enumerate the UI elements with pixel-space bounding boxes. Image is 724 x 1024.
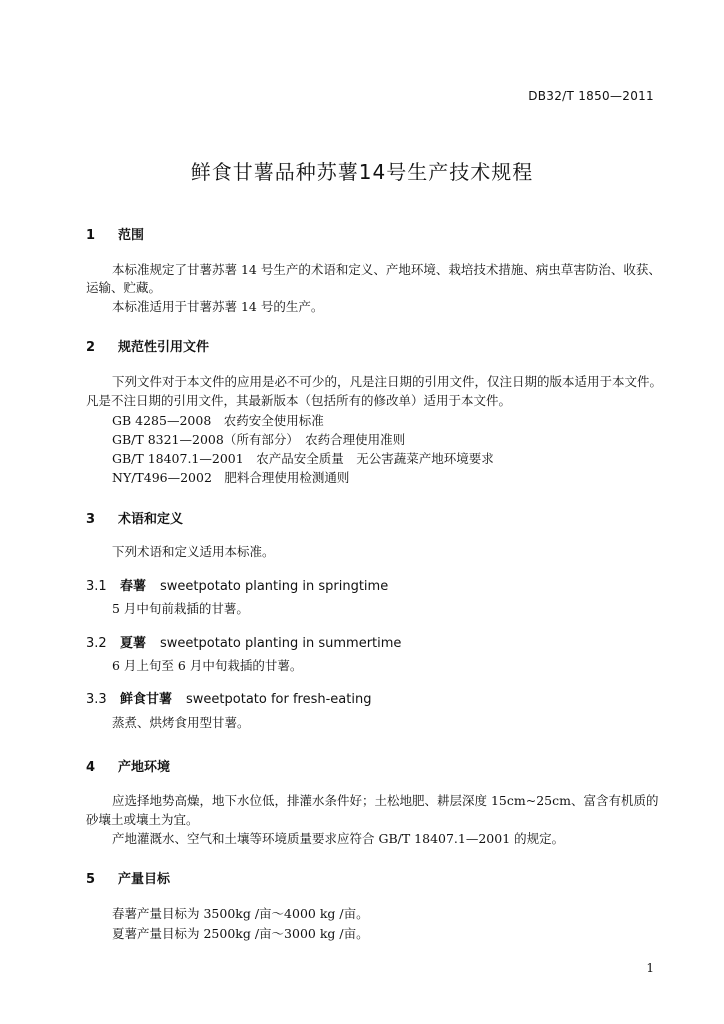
paragraph: 春薯产量目标为 3500kg /亩～4000 kg /亩。 (112, 906, 369, 921)
section-heading-yield-target (86, 868, 170, 887)
section-heading-scope (86, 224, 144, 243)
section-number: 1 (86, 228, 96, 243)
term-english: sweetpotato planting in springtime (160, 579, 389, 594)
paragraph: 夏薯产量目标为 2500kg /亩～3000 kg /亩。 (112, 926, 369, 941)
section-title: 术语和定义 (118, 512, 184, 527)
term-number: 3.1 (86, 579, 107, 594)
document-title: 鲜食甘薯品种苏薯14号生产技术规程 (190, 160, 534, 184)
term-english: sweetpotato for fresh-eating (186, 692, 372, 707)
page-number: 1 (646, 961, 654, 975)
section-number: 4 (86, 760, 96, 775)
paragraph: 下列文件对于本文件的应用是必不可少的，凡是注日期的引用文件，仅注日期的版本适用于本文件。 (112, 374, 663, 389)
paragraph: 下列术语和定义适用本标准。 (112, 544, 275, 559)
term-name: 鲜食甘薯 (120, 692, 173, 707)
paragraph: 本标准适用于甘薯苏薯 14 号的生产。 (112, 299, 324, 314)
section-heading-normative-references (86, 336, 209, 355)
paragraph-continuation: 凡是不注日期的引用文件，其最新版本（包括所有的修改单）适用于本文件。 (86, 393, 512, 408)
reference-item: GB/T 18407.1—2001 农产品安全质量 无公害蔬菜产地环境要求 (112, 451, 494, 466)
section-title: 产量目标 (118, 872, 171, 887)
paragraph: 产地灌溉水、空气和土壤等环境质量要求应符合 GB/T 18407.1—2001 的规定。 (112, 831, 565, 846)
section-heading-environment (86, 756, 170, 775)
paragraph: 应选择地势高燥，地下水位低，排灌水条件好；土松地肥、耕层深度 15cm~25cm、富含有机质的 (112, 793, 659, 808)
reference-item: NY/T496—2002 肥料合理使用检测通则 (112, 470, 350, 485)
term-name: 春薯 (120, 579, 147, 594)
section-title: 规范性引用文件 (118, 340, 210, 355)
paragraph-continuation: 运输、贮藏。 (86, 280, 162, 295)
section-title: 范围 (118, 228, 145, 243)
section-heading-terms (86, 508, 183, 527)
reference-item: GB/T 8321—2008（所有部分） 农药合理使用准则 (112, 432, 406, 447)
term-definition: 蒸煮、烘烤食用型甘薯。 (112, 715, 250, 730)
section-number: 3 (86, 512, 96, 527)
section-number: 5 (86, 872, 96, 887)
term-definition: 5 月中旬前栽插的甘薯。 (112, 601, 249, 616)
term-heading-3-2 (86, 632, 401, 651)
term-definition: 6 月上旬至 6 月中旬栽插的甘薯。 (112, 658, 303, 673)
term-heading-3-1 (86, 575, 388, 594)
reference-item: GB 4285—2008 农药安全使用标准 (112, 413, 324, 428)
term-english: sweetpotato planting in summertime (160, 636, 402, 651)
term-name: 夏薯 (120, 636, 147, 651)
paragraph-continuation: 砂壤土或壤土为宜。 (86, 812, 199, 827)
paragraph: 本标准规定了甘薯苏薯 14 号生产的术语和定义、产地环境、栽培技术措施、病虫草害防治、收获、 (112, 262, 661, 277)
section-number: 2 (86, 340, 96, 355)
term-number: 3.3 (86, 692, 107, 707)
section-title: 产地环境 (118, 760, 171, 775)
term-heading-3-3 (86, 688, 371, 707)
standard-code: DB32/T 1850—2011 (528, 89, 654, 103)
term-number: 3.2 (86, 636, 107, 651)
